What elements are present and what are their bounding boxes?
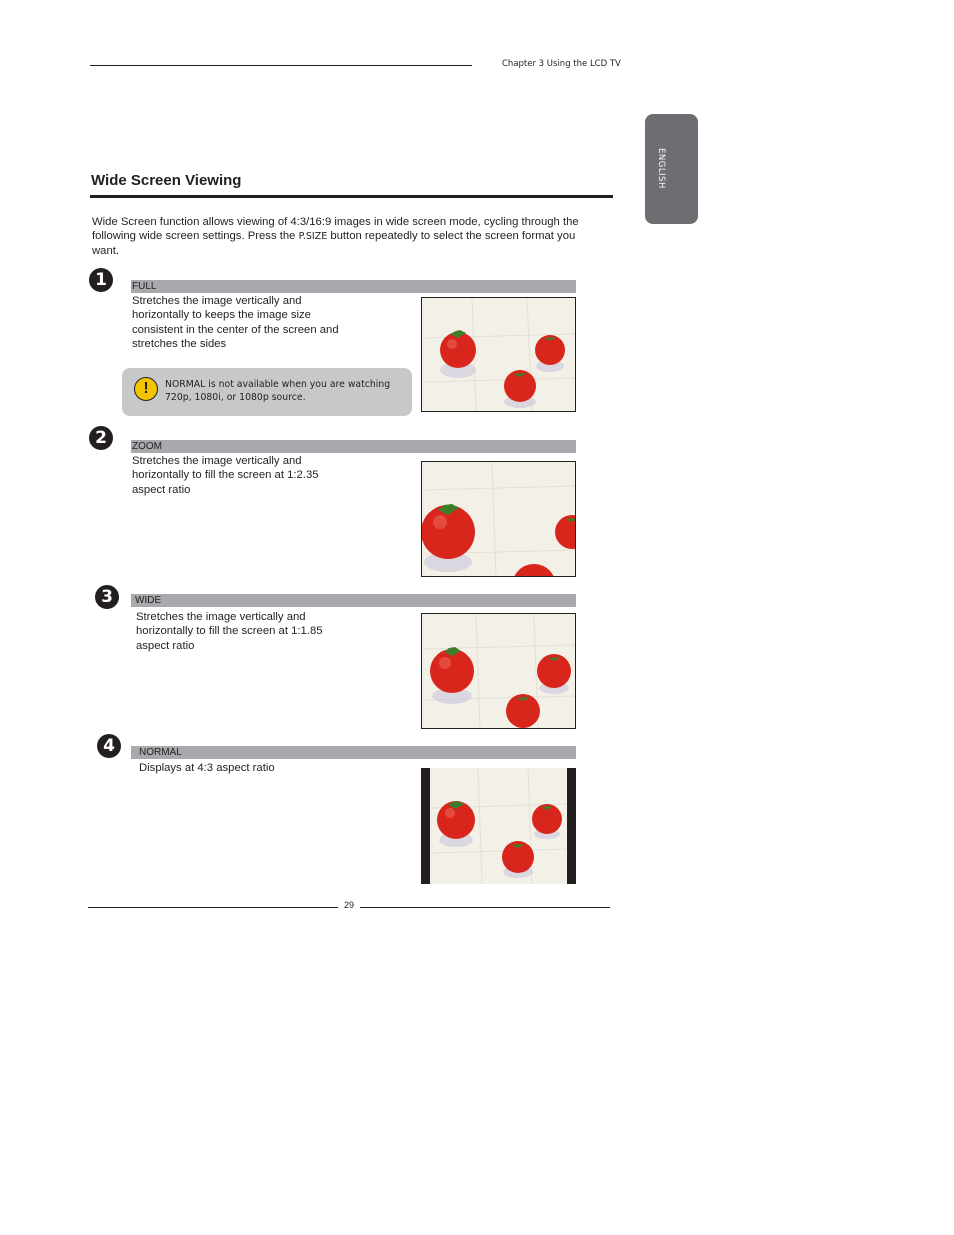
header-rule xyxy=(90,65,472,66)
language-tab-label: ENGLISH xyxy=(656,148,666,189)
intro-text-end: button repeatedly to select the screen format you want. xyxy=(92,230,576,257)
mode-bar-wide xyxy=(131,594,576,607)
intro-text-start: Wide Screen function allows viewing of 4:3/16:9 images in wide screen mode, cycling through the following wide screen settings. Press the xyxy=(92,216,579,242)
notice-text: NORMAL is not available when you are watching 720p, 1080i, or 1080p source. xyxy=(165,379,391,403)
step-number-4: 4 xyxy=(97,734,121,758)
mode-bar-full xyxy=(131,280,576,293)
mode-bar-zoom xyxy=(131,440,576,453)
tomato-photo-pillarboxed xyxy=(430,768,567,884)
psize-key-label: P.SIZE xyxy=(298,231,328,242)
tomato-photo xyxy=(422,298,575,411)
mode-description-zoom: Stretches the image vertically and horizontally to fill the screen at 1:2.35 aspect ratio xyxy=(132,455,319,496)
step-number-3: 3 xyxy=(95,585,119,609)
intro-paragraph xyxy=(92,215,592,258)
screen-preview-normal xyxy=(421,768,576,884)
mode-description-full: Stretches the image vertically and horizontally to keeps the image size consistent in the center of the screen and stretches the sides xyxy=(132,295,339,351)
mode-label-wide: WIDE xyxy=(135,595,162,606)
screen-preview-wide xyxy=(421,613,576,729)
language-tab xyxy=(645,114,698,224)
screen-preview-zoom xyxy=(421,461,576,577)
step-number-2: 2 xyxy=(89,426,113,450)
mode-description-wide: Stretches the image vertically and horizontally to fill the screen at 1:1.85 aspect ratio xyxy=(136,611,323,652)
tomato-photo-zoomed xyxy=(422,462,575,576)
mode-label-full: FULL xyxy=(132,281,157,292)
screen-preview-full xyxy=(421,297,576,412)
mode-description-normal: Displays at 4:3 aspect ratio xyxy=(139,762,275,774)
mode-bar-normal xyxy=(131,746,576,759)
warning-icon: ! xyxy=(134,377,158,401)
chapter-title: Chapter 3 Using the LCD TV xyxy=(502,59,621,69)
tomato-photo-wide xyxy=(422,614,575,728)
mode-label-zoom: ZOOM xyxy=(132,441,162,452)
page-number: 29 xyxy=(338,900,360,910)
section-title: Wide Screen Viewing xyxy=(91,172,242,189)
step-number-1: 1 xyxy=(89,268,113,292)
mode-label-normal: NORMAL xyxy=(139,747,182,758)
title-rule xyxy=(90,195,613,198)
